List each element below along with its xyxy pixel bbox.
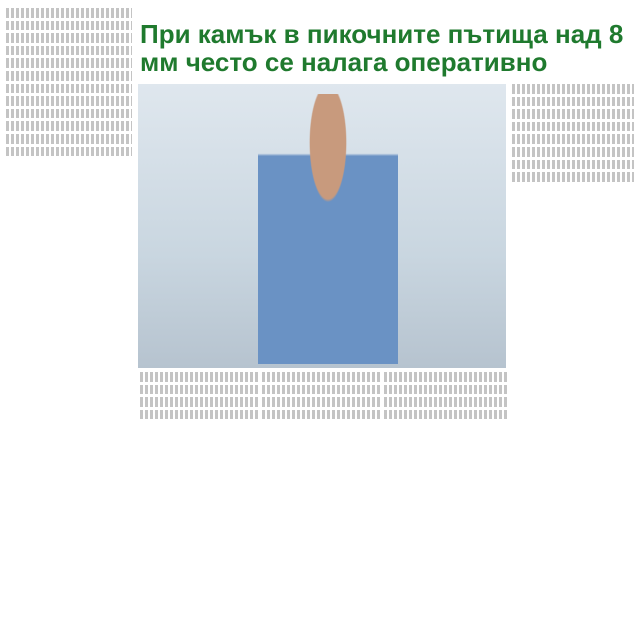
- article-bottom-3: [384, 372, 508, 422]
- article-bottom-1: [140, 372, 258, 422]
- doctor-photo: [138, 84, 506, 368]
- headline-title: При камък в пикочните пътища над 8 мм често се налага оперативно: [140, 19, 624, 77]
- doctor-figure: [258, 94, 398, 364]
- article-bottom-2: [262, 372, 380, 422]
- article-column-5: [512, 84, 634, 185]
- article-column-1: [6, 8, 132, 159]
